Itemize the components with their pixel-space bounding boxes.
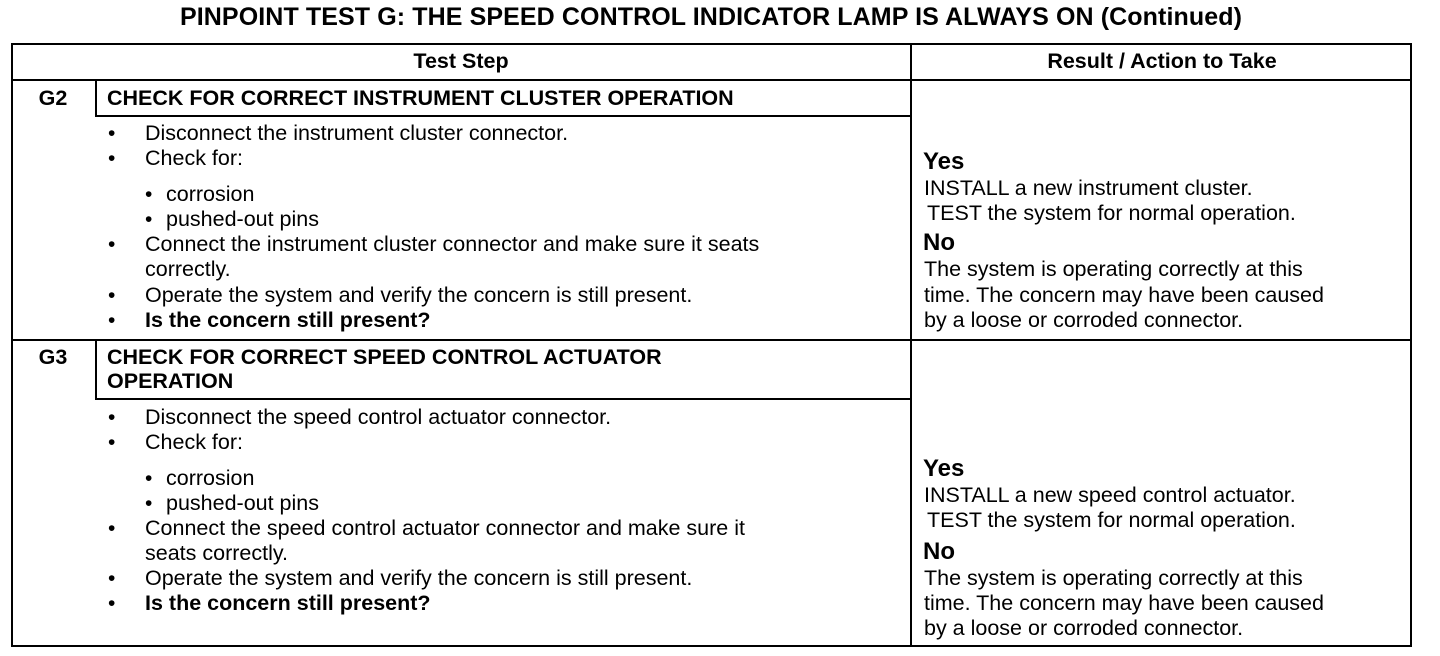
step-heading: CHECK FOR CORRECT SPEED CONTROL ACTUATOR [107,345,662,369]
sub-bullet: • [145,492,153,515]
result-no-action: by a loose or corroded connector. [924,616,1244,640]
step-id: G2 [38,86,68,110]
sub-bullet: • [145,467,153,490]
step-subitem: corrosion [166,182,255,206]
step-question: Is the concern still present? [145,308,431,332]
result-no-action: time. The concern may have been caused [924,283,1324,307]
row-divider [11,339,1412,341]
bullet: • [108,147,116,170]
bullet: • [108,309,116,332]
step-subitem: pushed-out pins [166,491,319,515]
sub-bullet: • [145,208,153,231]
result-yes-action: TEST the system for normal operation. [927,508,1296,532]
step-id-divider-g3 [95,340,97,399]
step-subitem: corrosion [166,466,255,490]
step-item: Check for: [145,430,243,454]
step-heading-continued: OPERATION [107,369,234,393]
step-id-divider-g2 [95,80,97,116]
step-item: Check for: [145,146,243,170]
step-id: G3 [38,345,68,369]
step-item-continued: correctly. [145,257,231,281]
step-item: Connect the speed control actuator connector and make sure it [145,516,745,540]
g3-heading-underline [95,398,911,400]
result-yes-action: INSTALL a new instrument cluster. [924,176,1253,200]
bullet: • [108,592,116,615]
g2-heading-underline [95,115,911,117]
bullet: • [108,122,116,145]
result-yes-label: Yes [923,455,965,482]
bullet: • [108,567,116,590]
result-no-action: time. The concern may have been caused [924,591,1324,615]
result-no-label: No [923,229,955,256]
bullet: • [108,284,116,307]
result-no-action: The system is operating correctly at this [924,566,1303,590]
step-heading: CHECK FOR CORRECT INSTRUMENT CLUSTER OPERATION [107,86,734,110]
header-result: Result / Action to Take [1047,49,1277,73]
result-yes-action: TEST the system for normal operation. [927,201,1296,225]
bullet: • [108,517,116,540]
step-item-continued: seats correctly. [145,541,288,565]
result-no-action: The system is operating correctly at this [924,257,1303,281]
step-item: Disconnect the instrument cluster connector. [145,121,569,145]
result-no-label: No [923,538,955,565]
sub-bullet: • [145,183,153,206]
step-item: Connect the instrument cluster connector and make sure it seats [145,232,760,256]
step-item: Operate the system and verify the concern is still present. [145,566,693,590]
step-question: Is the concern still present? [145,591,431,615]
result-yes-label: Yes [923,148,965,175]
step-item: Operate the system and verify the concern is still present. [145,283,693,307]
header-test-step: Test Step [413,49,509,73]
bullet: • [108,233,116,256]
column-divider [910,43,912,647]
step-item: Disconnect the speed control actuator connector. [145,405,612,429]
page-title: PINPOINT TEST G: THE SPEED CONTROL INDICATOR LAMP IS ALWAYS ON (Continued) [179,3,1243,31]
result-yes-action: INSTALL a new speed control actuator. [924,483,1296,507]
bullet: • [108,431,116,454]
bullet: • [108,406,116,429]
result-no-action: by a loose or corroded connector. [924,308,1244,332]
step-subitem: pushed-out pins [166,207,319,231]
header-divider [11,79,1412,81]
